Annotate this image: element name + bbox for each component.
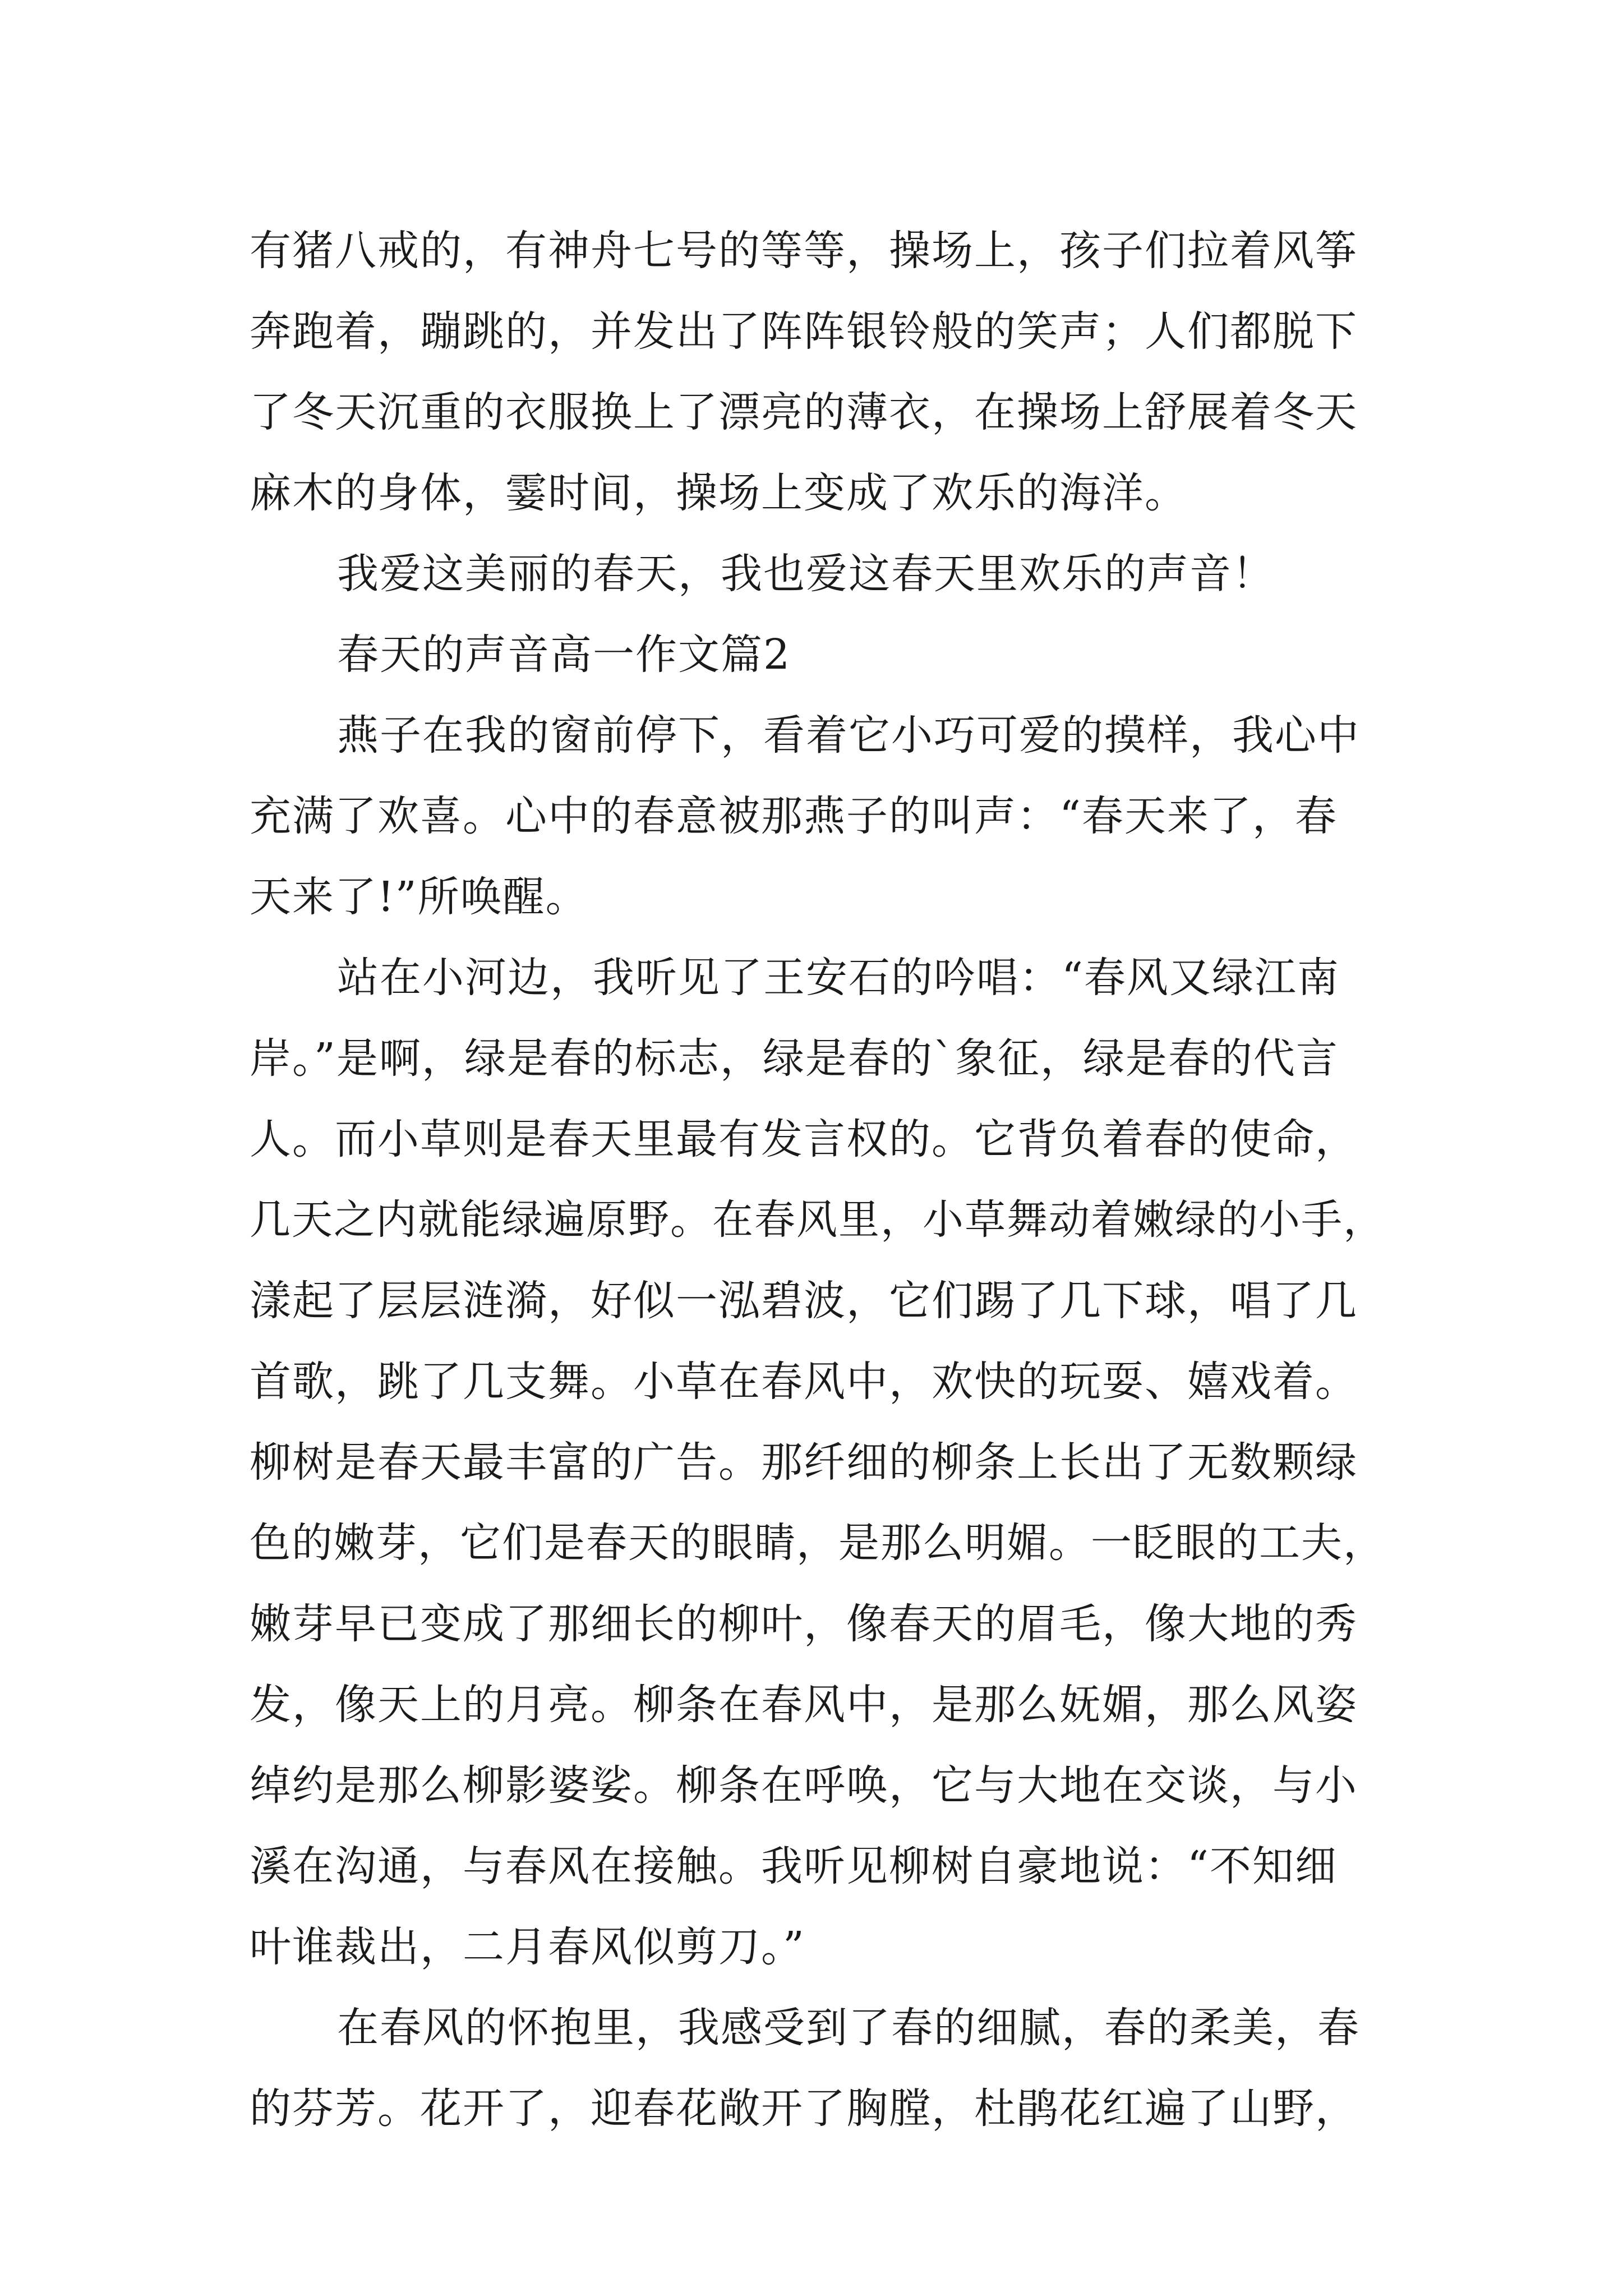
text-line: 漾起了层层涟漪，好似一泓碧波，它们踢了几下球，唱了几 (250, 1277, 1358, 1325)
text-line: 有猪八戒的，有神舟七号的等等，操场上，孩子们拉着风筝 (250, 227, 1358, 275)
text-line: 发，像天上的月亮。柳条在春风中，是那么妩媚，那么风姿 (250, 1681, 1358, 1729)
text-line: 在春风的怀抱里，我感受到了春的细腻，春的柔美，春 (337, 2004, 1360, 2052)
text-line: 岸。”是啊，绿是春的标志，绿是春的`象征，绿是春的代言 (250, 1034, 1339, 1083)
text-line: 柳树是春天最丰富的广告。那纤细的柳条上长出了无数颗绿 (250, 1438, 1358, 1487)
text-line: 了冬天沉重的衣服换上了漂亮的薄衣，在操场上舒展着冬天 (250, 388, 1358, 436)
text-line: 站在小河边，我听见了王安石的吟唱：“春风又绿江南 (337, 954, 1340, 1002)
text-line: 溪在沟通，与春风在接触。我听见柳树自豪地说：“不知细 (250, 1842, 1338, 1890)
text-line: 燕子在我的窗前停下，看着它小巧可爱的摸样，我心中 (337, 711, 1360, 760)
text-line: 的芬芳。花开了，迎春花敞开了胸膛，杜鹃花红遍了山野， (250, 2085, 1358, 2133)
text-line: 充满了欢喜。心中的春意被那燕子的叫声：“春天来了，春 (250, 792, 1338, 840)
text-line: 绰约是那么柳影婆娑。柳条在呼唤，它与大地在交谈，与小 (250, 1761, 1358, 1810)
text-line: 奔跑着，蹦跳的，并发出了阵阵银铃般的笑声；人们都脱下 (250, 307, 1358, 356)
text-line: 嫩芽早已变成了那细长的柳叶，像春天的眉毛，像大地的秀 (250, 1600, 1358, 1648)
text-line: 叶谁裁出，二月春风似剪刀。” (250, 1923, 805, 1971)
text-line: 春天的声音高一作文篇2 (337, 631, 791, 679)
essay-body (250, 210, 1388, 2149)
text-line: 几天之内就能绿遍原野。在春风里，小草舞动着嫩绿的小手， (250, 1196, 1385, 1244)
text-line: 首歌，跳了几支舞。小草在春风中，欢快的玩耍、嬉戏着。 (250, 1358, 1358, 1406)
text-line: 麻木的身体，霎时间，操场上变成了欢乐的海洋。 (250, 469, 1187, 517)
text-line: 我爱这美丽的春天，我也爱这春天里欢乐的声音！ (337, 550, 1275, 598)
text-line: 人。而小草则是春天里最有发言权的。它背负着春的使命， (250, 1115, 1358, 1163)
text-line: 色的嫩芽，它们是春天的眼睛，是那么明媚。一眨眼的工夫， (250, 1519, 1385, 1567)
text-line: 天来了!”所唤醒。 (250, 873, 588, 921)
